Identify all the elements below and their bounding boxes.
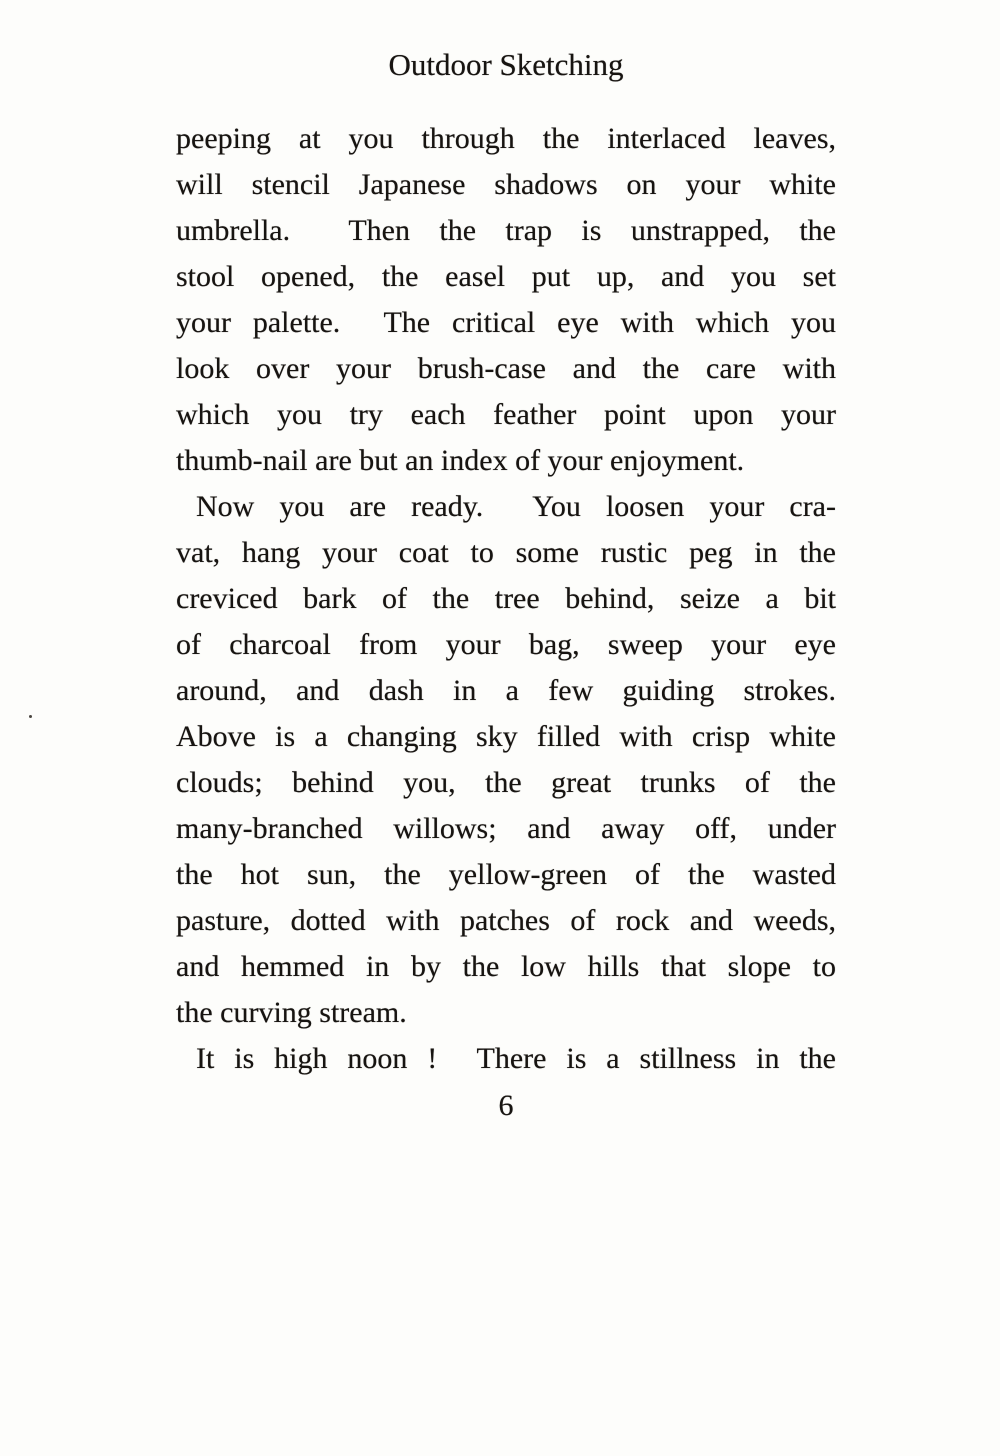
text-line: and hemmed in by the low hills that slope to xyxy=(176,950,836,983)
page-number: 6 xyxy=(498,1089,514,1122)
text-line: many-branched willows; and away off, under xyxy=(176,812,836,845)
text-line: around, and dash in a few guiding strokes. xyxy=(176,674,836,707)
page-header: Outdoor Sketching xyxy=(388,47,624,82)
text-line: of charcoal from your bag, sweep your eye xyxy=(176,628,836,661)
text-line: Above is a changing sky filled with crisp white xyxy=(176,720,836,753)
text-line: your palette. The critical eye with which you xyxy=(176,306,836,339)
text-line: peeping at you through the interlaced leaves, xyxy=(176,122,836,155)
text-line: creviced bark of the tree behind, seize a bit xyxy=(176,582,836,615)
text-block xyxy=(176,116,836,1082)
text-line: stool opened, the easel put up, and you set xyxy=(176,260,836,293)
text-line: vat, hang your coat to some rustic peg in the xyxy=(176,536,836,569)
paragraph xyxy=(176,484,836,1036)
text-line: thumb-nail are but an index of your enjoyment. xyxy=(176,444,745,477)
text-line: clouds; behind you, the great trunks of the xyxy=(176,766,836,799)
paragraph xyxy=(176,1036,836,1082)
text-line: look over your brush-case and the care with xyxy=(176,352,836,385)
text-line: will stencil Japanese shadows on your white xyxy=(176,168,836,201)
scan-speck xyxy=(29,715,32,718)
text-line: It is high noon ! There is a stillness in the xyxy=(196,1042,836,1075)
text-line: Now you are ready. You loosen your cra- xyxy=(196,490,836,523)
text-line: the hot sun, the yellow-green of the wasted xyxy=(176,858,836,891)
text-line: umbrella. Then the trap is unstrapped, the xyxy=(176,214,836,247)
text-line: the curving stream. xyxy=(176,996,407,1029)
text-line: pasture, dotted with patches of rock and weeds, xyxy=(176,904,836,937)
text-line: which you try each feather point upon your xyxy=(176,398,836,431)
paragraph xyxy=(176,116,836,484)
